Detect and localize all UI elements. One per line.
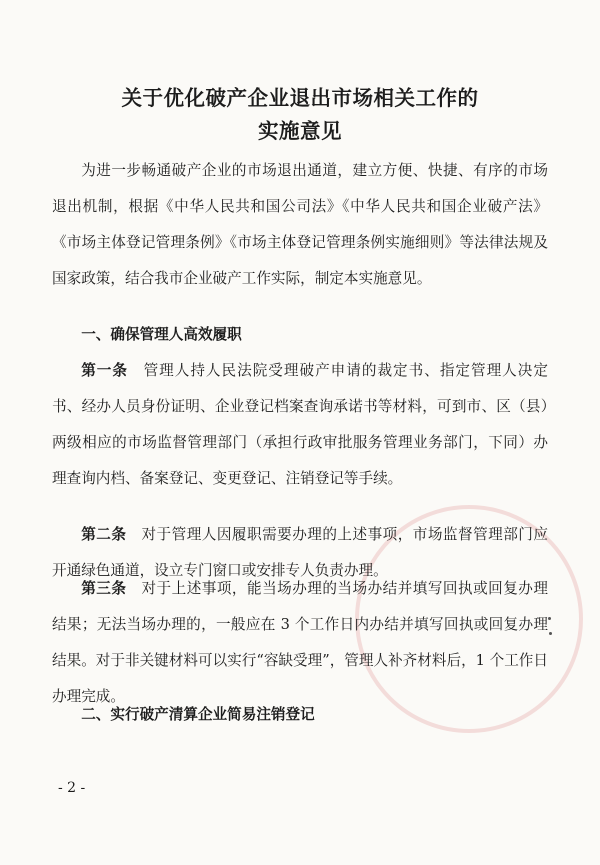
article-1-text: 管理人持人民法院受理破产申请的裁定书、指定管理人决定书、经办人员身份证明、企业登记档案查询承诺书等材料，可到市、区（县）两级相应的市场监督管理部门（承担行政审批服务管理业务部门，下同）办理查询内档、备案登记、变更登记、注销登记等手续。 xyxy=(52,362,548,487)
scan-speck xyxy=(549,632,552,635)
article-1 xyxy=(52,353,548,497)
section-2-heading: 二、实行破产清算企业简易注销登记 xyxy=(81,706,315,723)
article-3-label: 第三条 xyxy=(81,580,127,597)
scan-speck xyxy=(548,617,551,620)
page-number: - 2 - xyxy=(58,780,86,796)
document-title xyxy=(40,82,560,148)
article-2-label: 第二条 xyxy=(81,526,127,543)
article-1-label: 第一条 xyxy=(81,362,128,379)
intro-paragraph: 为进一步畅通破产企业的市场退出通道，建立方便、快捷、有序的市场退出机制，根据《中华人民共和国公司法》《中华人民共和国企业破产法》《市场主体登记管理条例》《市场主体登记管理条例实施细则》等法律法规及国家政策，结合我市企业破产工作实际，制定本实施意见。 xyxy=(52,162,548,287)
title-line-2: 实施意见 xyxy=(258,119,342,143)
article-3-text: 对于上述事项，能当场办理的当场办结并填写回执或回复办理结果；无法当场办理的，一般应在 3 个工作日内办结并填写回执或回复办理结果。对于非关键材料可以实行“容缺受理”，管理人补齐材料后，1 个工作日办理完成。 xyxy=(52,580,548,705)
article-2-text: 对于管理人因履职需要办理的上述事项，市场监督管理部门应开通绿色通道，设立专门窗口或安排专人负责办理。 xyxy=(52,526,548,579)
section-1-heading: 一、确保管理人高效履职 xyxy=(81,326,242,343)
article-3 xyxy=(52,571,548,715)
title-line-1: 关于优化破产企业退出市场相关工作的 xyxy=(121,86,479,110)
